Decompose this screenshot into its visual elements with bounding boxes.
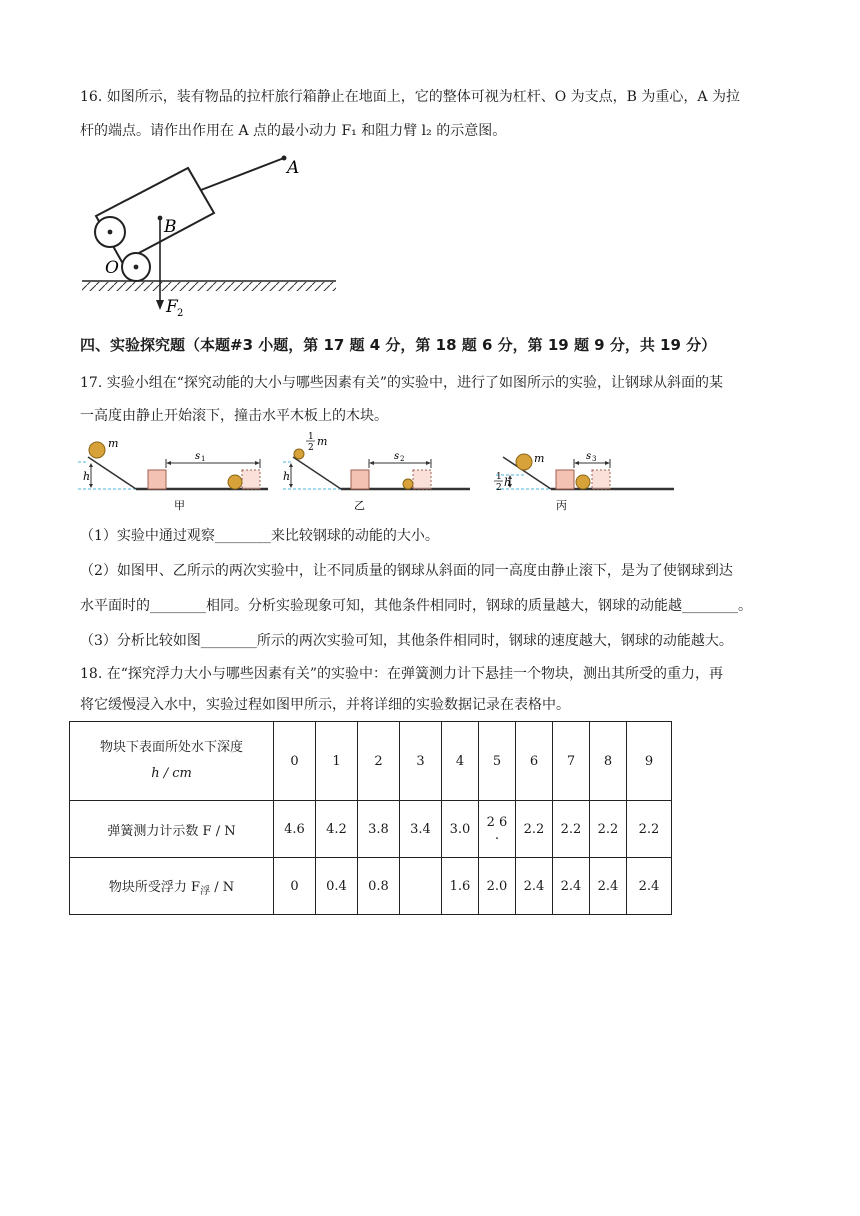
kinetic-energy-figures	[78, 430, 678, 520]
svg-text:1: 1	[496, 472, 502, 482]
table-cell: 2.4	[627, 858, 672, 915]
label-f-sub: 2	[177, 308, 184, 319]
buoyancy-header: 物块所受浮力 $F_浮$ / N	[70, 858, 274, 915]
table-cell: 6	[516, 722, 553, 801]
svg-text:乙: 乙	[354, 499, 365, 512]
pivot-o-dot	[134, 265, 139, 270]
svg-text:m: m	[534, 452, 545, 465]
svg-text:1: 1	[201, 455, 206, 463]
force-f2-arrowhead	[156, 300, 164, 310]
table-cell: 4.2	[316, 801, 358, 858]
block-bing	[556, 470, 574, 489]
label-o: O	[105, 258, 119, 278]
svg-text:2: 2	[308, 443, 314, 453]
table-cell: 2 6 .	[479, 801, 516, 858]
block-yi	[351, 470, 369, 489]
table-cell: 1	[316, 722, 358, 801]
label-f: F	[166, 297, 178, 317]
svg-text:1: 1	[308, 432, 314, 442]
svg-text:2: 2	[496, 483, 502, 493]
luggage-lever-figure	[78, 150, 358, 320]
table-cell: 2	[358, 722, 400, 801]
svg-text:3: 3	[592, 455, 597, 463]
table-cell: 1.6	[442, 858, 479, 915]
section-heading: 四、实验探究题（本题#3 小题，第 17 题 4 分，第 18 题 6 分，第 19 题 9 分，共 19 分）	[80, 336, 717, 354]
q16-line2: 杆的端点。请作出作用在 A 点的最小动力 F₁ 和阻力臂 l₂ 的示意图。	[80, 123, 507, 139]
q17-part2-line1: （2）如图甲、乙所示的两次实验中，让不同质量的钢球从斜面的同一高度由静止滚下，是为了使钢球到达	[80, 563, 733, 579]
svg-text:m: m	[317, 435, 328, 448]
table-cell: 5	[479, 722, 516, 801]
table-cell: 7	[553, 722, 590, 801]
buoyancy-row	[70, 858, 672, 915]
figure-jia	[78, 437, 268, 512]
table-cell: 3.8	[358, 801, 400, 858]
depth-header: 物块下表面所处水下深度 h / cm	[70, 722, 274, 801]
table-cell: 0	[274, 722, 316, 801]
ground-hatch	[82, 282, 336, 291]
block-jia	[148, 470, 166, 489]
buoyancy-data-table	[69, 721, 672, 915]
table-cell: 3.0	[442, 801, 479, 858]
svg-text:s: s	[394, 451, 400, 462]
label-b: B	[164, 217, 177, 237]
label-a: A	[287, 158, 300, 178]
svg-text:丙: 丙	[556, 499, 567, 512]
point-b-dot	[158, 216, 163, 221]
figure-yi	[283, 432, 470, 512]
svg-text:h: h	[83, 470, 91, 483]
svg-text:m: m	[108, 437, 119, 450]
reading-row	[70, 801, 672, 858]
table-cell: 4.6	[274, 801, 316, 858]
q17-part2-line2: 水平面时的________相同。分析实验现象可知，其他条件相同时，钢球的质量越大，钢球的动能越________。	[80, 598, 752, 614]
table-cell: 9	[627, 722, 672, 801]
svg-text:s: s	[586, 451, 592, 462]
table-cell: 0.8	[358, 858, 400, 915]
svg-text:s: s	[195, 451, 201, 462]
q17-line1: 17. 实验小组在“探究动能的大小与哪些因素有关”的实验中，进行了如图所示的实验，让钢球从斜面的某	[80, 375, 724, 391]
q17-part1: （1）实验中通过观察________来比较钢球的动能的大小。	[80, 528, 439, 544]
svg-text:h: h	[283, 470, 291, 483]
table-cell: 0	[274, 858, 316, 915]
table-cell: 2.2	[590, 801, 627, 858]
table-cell	[400, 858, 442, 915]
suitcase-body	[96, 168, 214, 262]
ball-bing	[516, 454, 532, 470]
table-cell: 0.4	[316, 858, 358, 915]
table-cell: 4	[442, 722, 479, 801]
table-cell: 2.2	[627, 801, 672, 858]
table-cell: 3	[400, 722, 442, 801]
q17-part3: （3）分析比较如图________所示的两次实验可知，其他条件相同时，钢球的速度越大，钢球的动能越大。	[80, 633, 733, 649]
q18-line2: 将它缓慢浸入水中，实验过程如图甲所示，并将详细的实验数据记录在表格中。	[80, 697, 570, 713]
table-cell: 2.4	[516, 858, 553, 915]
q17-line2: 一高度由静止开始滚下，撞击水平木板上的木块。	[80, 408, 388, 424]
ball-yi	[294, 449, 304, 459]
q16-line1: 16. 如图所示，装有物品的拉杆旅行箱静止在地面上，它的整体可视为杠杆、O 为支点，B 为重心，A 为拉	[80, 89, 740, 105]
table-cell: 8	[590, 722, 627, 801]
svg-text:2: 2	[400, 455, 405, 463]
table-cell: 2.2	[516, 801, 553, 858]
depth-row	[70, 722, 672, 801]
svg-text:h: h	[504, 476, 512, 489]
point-a-dot	[282, 156, 287, 161]
table-cell: 2.2	[553, 801, 590, 858]
suitcase-handle	[201, 158, 284, 190]
svg-text:甲: 甲	[174, 499, 185, 512]
table-cell: 2.4	[590, 858, 627, 915]
reading-header: 弹簧测力计示数 F / N	[70, 801, 274, 858]
table-cell: 3.4	[400, 801, 442, 858]
ball-jia	[89, 442, 105, 458]
table-cell: 2.0	[479, 858, 516, 915]
table-cell: 2.4	[553, 858, 590, 915]
q18-line1: 18. 在“探究浮力大小与哪些因素有关”的实验中：在弹簧测力计下悬挂一个物块，测出其所受的重力，再	[80, 666, 724, 682]
figure-bing	[494, 451, 674, 512]
